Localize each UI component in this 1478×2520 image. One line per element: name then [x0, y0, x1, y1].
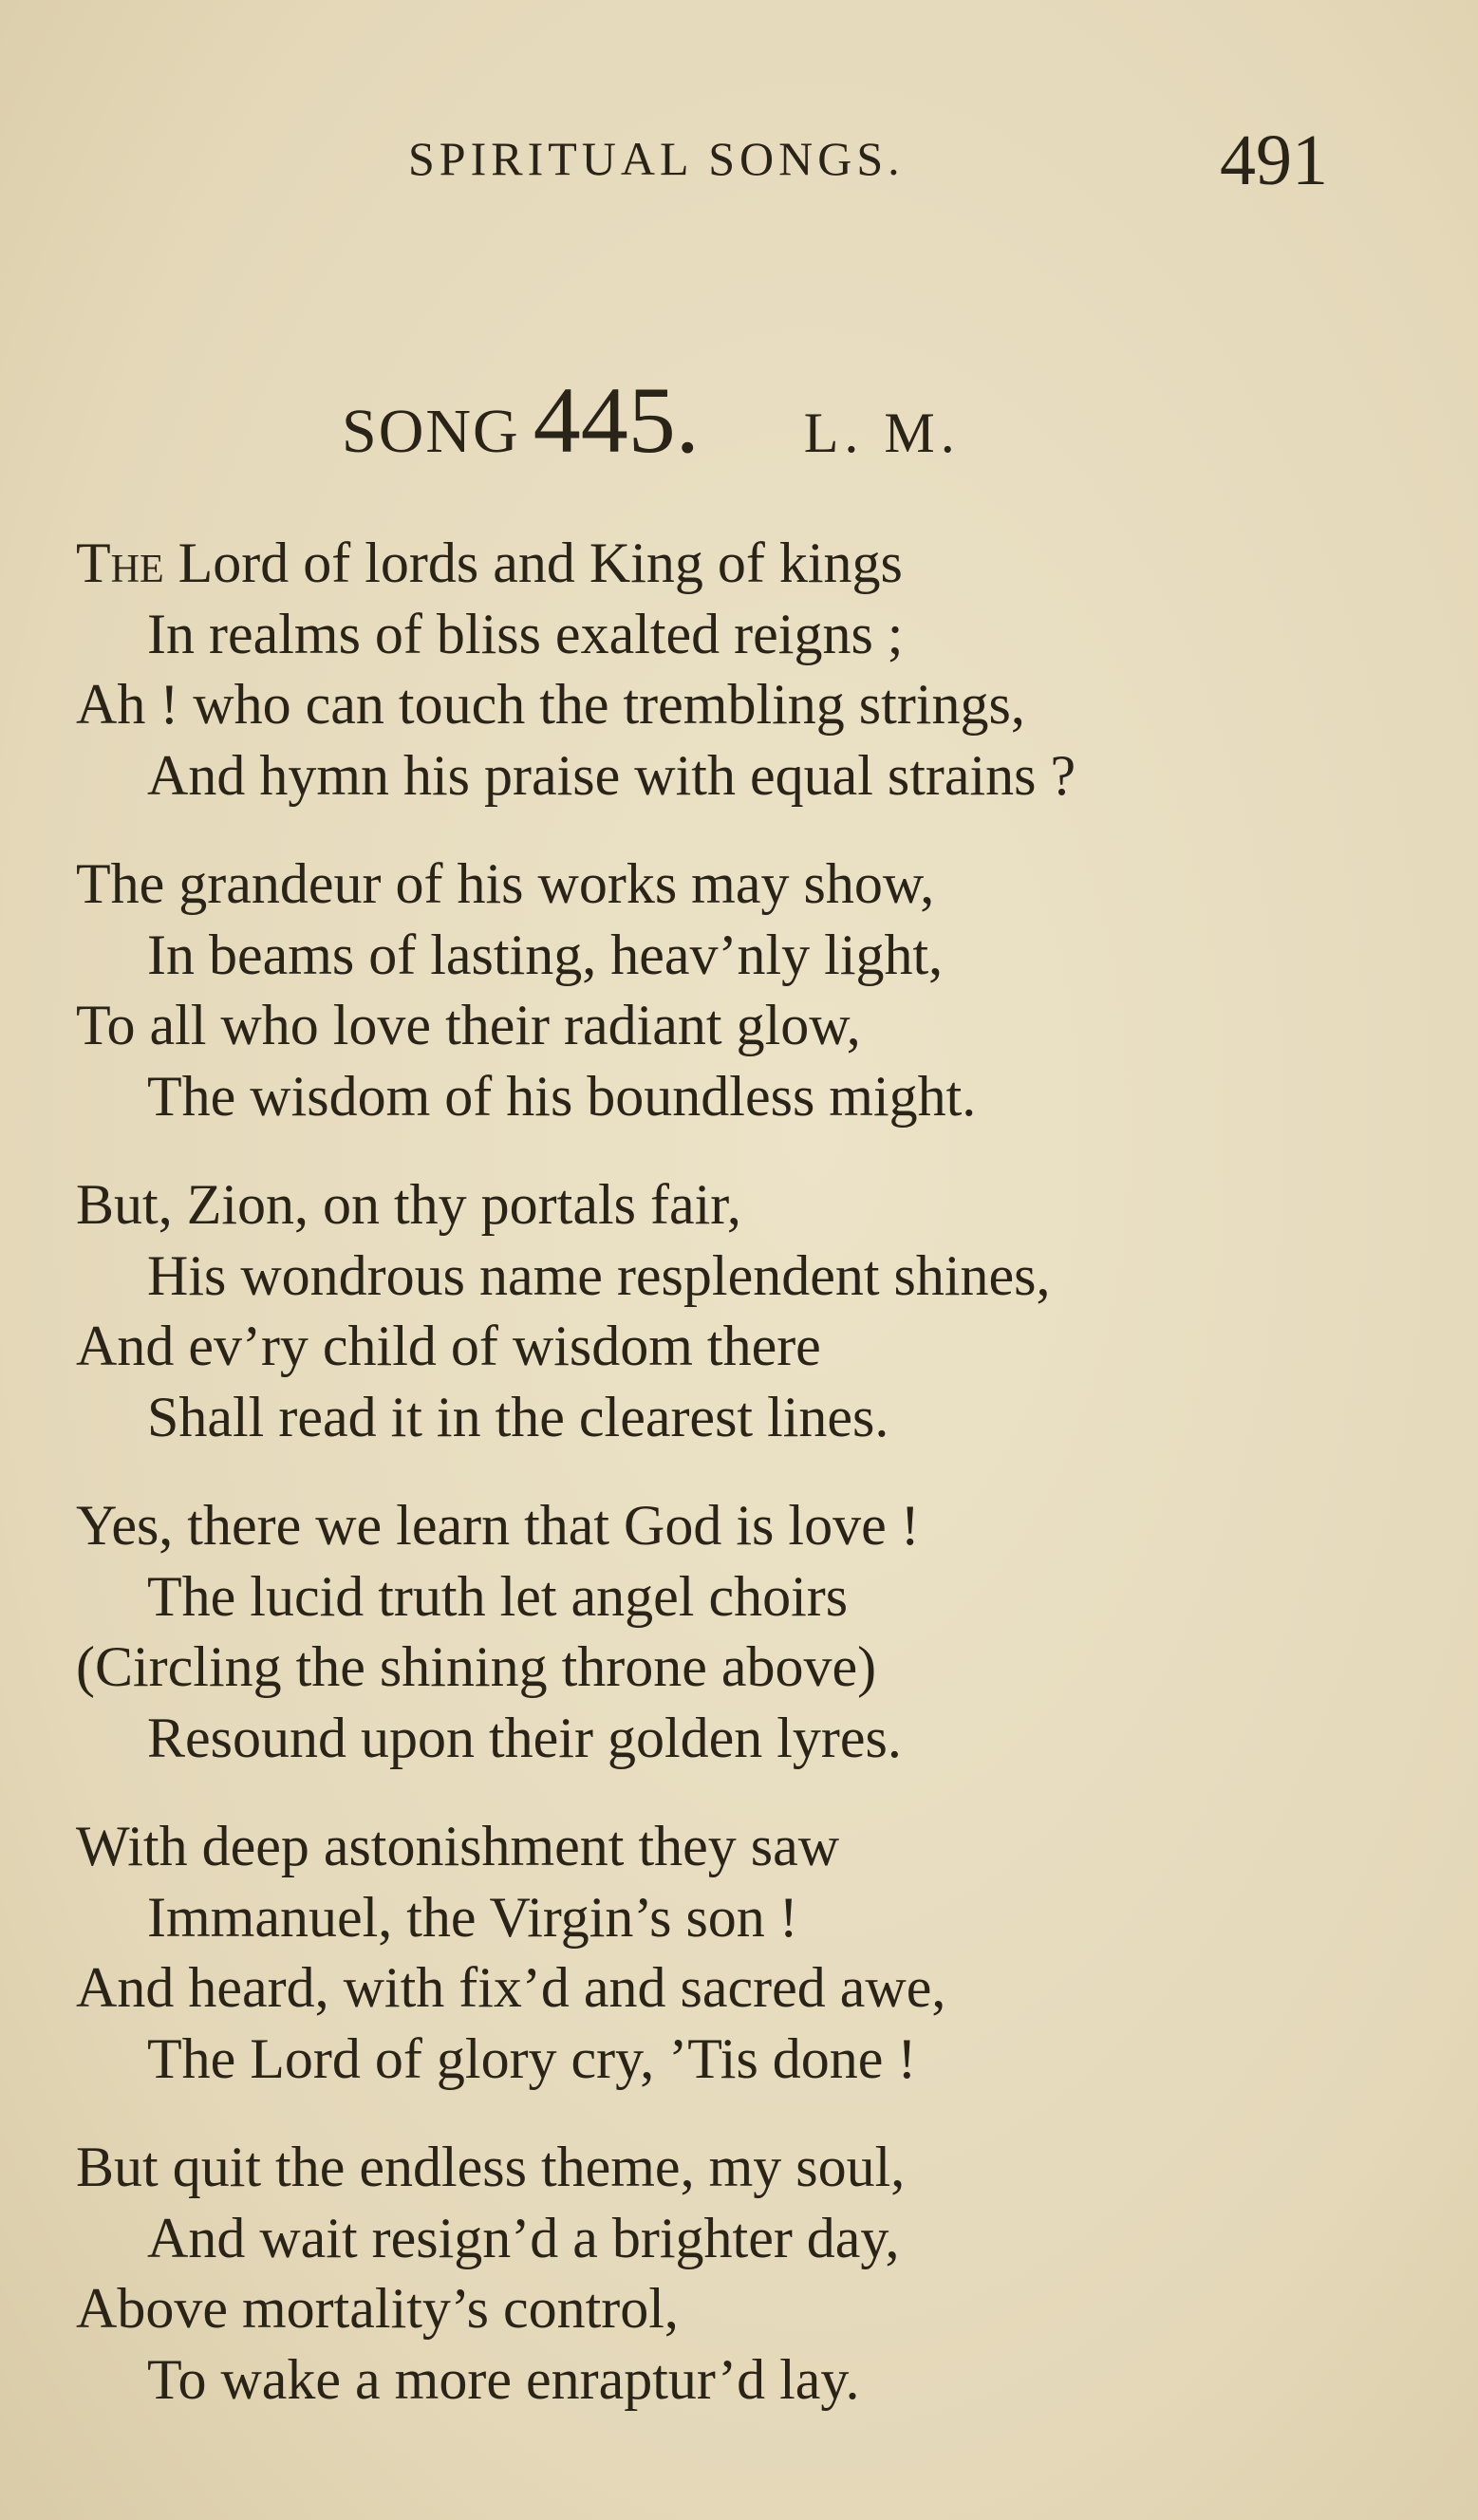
stanza-2	[76, 849, 1424, 1131]
song-meter: L. M.	[803, 401, 961, 464]
stanza-line: The wisdom of his boundless might.	[147, 1064, 977, 1128]
song-label: SONG	[342, 397, 520, 466]
stanza-3	[76, 1169, 1424, 1452]
stanza-line: Shall read it in the clearest lines.	[147, 1385, 889, 1448]
stanza-line: Above mortality’s control,	[76, 2277, 679, 2340]
stanza-line: With deep astonishment they saw	[76, 1815, 840, 1877]
stanza-line	[76, 528, 1424, 599]
stanza-line: And ev’ry child of wisdom there	[76, 1315, 821, 1377]
stanza-5	[76, 1811, 1424, 2094]
stanza-line: (Circling the shining throne above)	[76, 1635, 877, 1698]
stanza-line: The lucid truth let angel choirs	[147, 1564, 849, 1628]
page-number: 491	[1220, 121, 1328, 200]
stanza-line: Ah ! who can touch the trembling strings,	[76, 673, 1025, 736]
stanza-line: To all who love their radiant glow,	[76, 994, 861, 1056]
running-title: SPIRITUAL SONGS.	[408, 132, 905, 185]
stanza-line: But, Zion, on thy portals fair,	[76, 1173, 741, 1236]
stanza-line: And hymn his praise with equal strains ?	[147, 743, 1076, 807]
stanza-line: Resound upon their golden lyres.	[147, 1706, 902, 1769]
stanza-line: To wake a more enraptur’d lay.	[147, 2347, 860, 2411]
running-head	[0, 123, 1478, 199]
stanza-line: In beams of lasting, heav’nly light,	[147, 923, 944, 986]
stanza-line: In realms of bliss exalted reigns ;	[147, 602, 904, 665]
stanza-first-word: The	[76, 532, 164, 594]
song-number: 445.	[533, 367, 700, 473]
stanza-line: The Lord of glory cry, ’Tis done !	[147, 2026, 917, 2090]
stanza-line: But quit the endless theme, my soul,	[76, 2136, 906, 2198]
stanza-4	[76, 1490, 1424, 1773]
stanza-line: Immanuel, the Virgin’s son !	[147, 1885, 798, 1949]
stanza-1	[76, 528, 1424, 811]
stanza-line: The grandeur of his works may show,	[76, 852, 935, 915]
stanza-line: Yes, there we learn that God is love !	[76, 1494, 920, 1557]
stanza-line: And heard, with fix’d and sacred awe,	[76, 1956, 946, 2019]
stanza-line-rest: Lord of lords and King of kings	[163, 532, 903, 594]
hymn-text	[76, 528, 1424, 2453]
stanza-6	[76, 2132, 1424, 2415]
stanza-line: And wait resign’d a brighter day,	[147, 2206, 900, 2269]
stanza-line: His wondrous name resplendent shines,	[147, 1243, 1051, 1307]
song-heading	[342, 365, 961, 475]
